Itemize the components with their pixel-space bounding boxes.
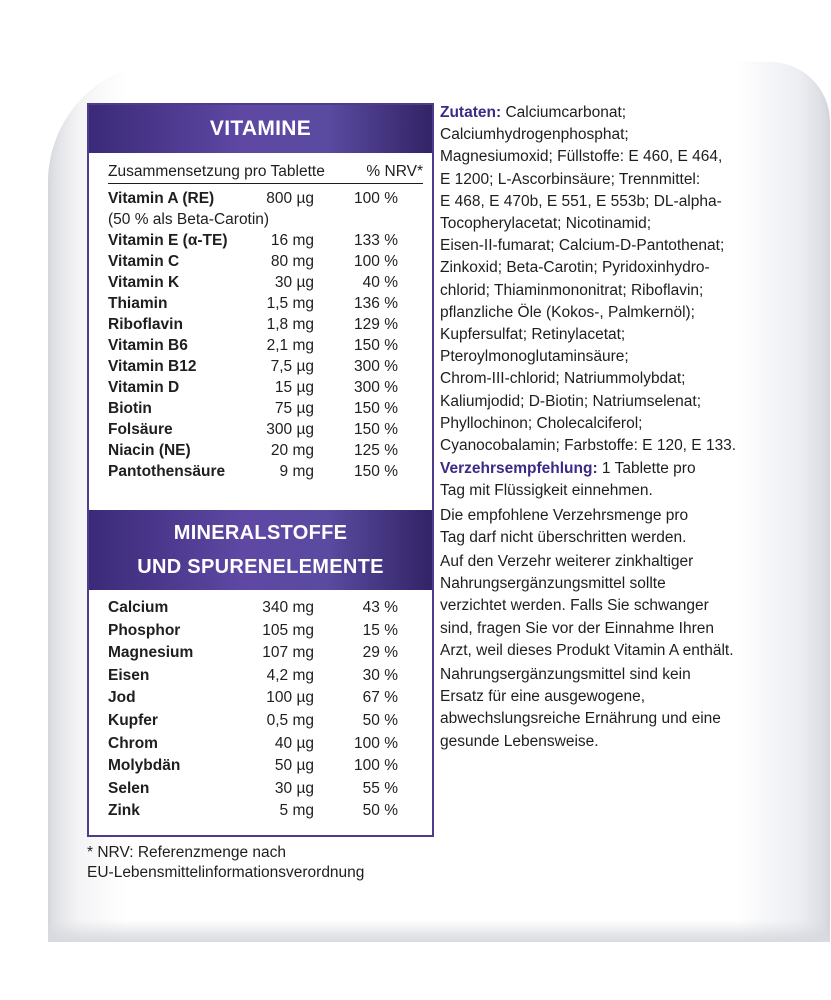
text-fragment: Ersatz für eine ausgewogene, xyxy=(440,688,646,706)
nutrient-nrv: 133 % xyxy=(354,232,398,249)
nutrient-nrv: 129 % xyxy=(354,316,398,333)
text-line xyxy=(440,282,703,300)
nutrient-amount: 30 µg xyxy=(274,779,314,797)
nutrient-name: Vitamin A (RE) xyxy=(108,190,215,207)
nutrient-amount: 9 mg xyxy=(279,463,314,480)
mineral-row xyxy=(108,667,423,688)
nutrient-nrv: 150 % xyxy=(354,463,398,480)
mineral-header-line1: MINERALSTOFFE xyxy=(173,522,348,544)
nutrient-amount: 1,5 mg xyxy=(266,295,314,312)
nutrient-amount: 340 mg xyxy=(262,599,314,616)
text-line xyxy=(440,348,629,366)
text-line xyxy=(440,460,696,478)
nutrient-name: Vitamin K xyxy=(108,274,180,291)
nutrient-amount: 105 mg xyxy=(262,621,314,639)
mineral-row xyxy=(108,735,423,756)
nutrient-amount: 16 mg xyxy=(270,232,314,249)
nutrient-name: Eisen xyxy=(108,666,150,684)
vitamin-row xyxy=(108,463,423,484)
nutrient-nrv: 100 % xyxy=(354,757,398,775)
vitamin-row xyxy=(108,400,423,421)
text-line xyxy=(440,575,666,593)
text-line xyxy=(440,326,625,344)
nutrient-amount: 107 mg xyxy=(262,644,314,662)
mineral-row xyxy=(108,757,423,778)
vitamin-row xyxy=(108,379,423,400)
vitamine-header: VITAMINE xyxy=(89,105,432,153)
text-fragment: Tag mit Flüssigkeit einnehmen. xyxy=(440,482,653,500)
nutrient-name: Vitamin B12 xyxy=(108,358,197,375)
mineral-header-line2: UND SPURENELEMENTE xyxy=(137,556,384,578)
nutrient-name: Jod xyxy=(108,689,136,707)
mineral-header xyxy=(89,510,432,590)
nutrient-name: Niacin (NE) xyxy=(108,442,191,459)
text-line xyxy=(440,710,721,728)
text-fragment: Arzt, weil dieses Produkt Vitamin A enthält. xyxy=(440,641,734,659)
text-line xyxy=(440,104,626,122)
text-line xyxy=(440,482,653,500)
mineral-row xyxy=(108,780,423,801)
vitamin-row xyxy=(108,316,423,337)
nutrient-name: Vitamin E (α-TE) xyxy=(108,232,228,249)
text-line xyxy=(440,597,709,615)
nutrient-nrv: 125 % xyxy=(354,442,398,459)
nutrient-amount: 300 µg xyxy=(266,421,314,438)
nutrient-nrv: 150 % xyxy=(354,400,398,417)
text-line xyxy=(440,620,714,638)
nutrient-nrv: 100 % xyxy=(354,734,398,752)
text-fragment: chlorid; Thiaminmononitrat; Riboflavin; xyxy=(440,281,704,299)
text-line xyxy=(440,415,642,433)
text-line xyxy=(440,126,629,144)
nutrient-name: Magnesium xyxy=(108,644,194,662)
text-line xyxy=(440,148,722,166)
nutrient-amount: 20 mg xyxy=(270,442,314,459)
nutrient-amount: 2,1 mg xyxy=(266,337,314,354)
text-fragment: Pteroylmonoglutaminsäure; xyxy=(440,348,629,366)
text-line xyxy=(440,507,688,525)
vitamin-row xyxy=(108,274,423,295)
nutrient-amount: 100 µg xyxy=(266,689,314,707)
nutrient-amount: 50 µg xyxy=(274,757,314,775)
text-fragment: Chrom-III-chlorid; Natriummolybdat; xyxy=(440,370,686,388)
beta-carotin-note: (50 % als Beta-Carotin) xyxy=(108,211,270,228)
text-fragment: Kaliumjodid; D-Biotin; Natriumselenat; xyxy=(440,392,702,410)
nutrient-nrv: 55 % xyxy=(362,779,398,797)
text-fragment: Phyllochinon; Cholecalciferol; xyxy=(440,414,643,432)
nutrient-nrv: 150 % xyxy=(354,337,398,354)
text-fragment: Nahrungsergänzungsmittel sind kein xyxy=(440,666,691,683)
vitamin-row xyxy=(108,253,423,274)
mineral-row xyxy=(108,599,423,620)
nutrient-name: Zink xyxy=(108,802,140,820)
table-column-header xyxy=(108,163,423,184)
text-line xyxy=(440,215,651,233)
text-fragment: Cyanocobalamin; Farbstoffe: E 120, E 133. xyxy=(440,437,737,454)
text-fragment: gesunde Lebensweise. xyxy=(440,732,599,750)
text-fragment: Tocopherylacetat; Nicotinamid; xyxy=(440,215,652,232)
nutrient-name: Folsäure xyxy=(108,421,173,438)
nutrient-amount: 4,2 mg xyxy=(266,666,314,684)
nutrient-nrv: 30 % xyxy=(362,666,398,684)
nutrient-nrv: 43 % xyxy=(362,599,398,616)
nutrient-nrv: 50 % xyxy=(362,712,398,729)
text-line xyxy=(440,666,691,684)
text-line xyxy=(440,688,645,706)
section-label: Verzehrsempfehlung: xyxy=(440,460,598,478)
text-fragment: Tag darf nicht überschritten werden. xyxy=(440,528,687,546)
nutrient-amount: 800 µg xyxy=(266,190,314,207)
mineral-row xyxy=(108,689,423,710)
nutrient-amount: 40 µg xyxy=(274,734,314,752)
nutrient-name: Selen xyxy=(108,779,150,797)
text-line xyxy=(440,370,685,388)
nrv-footnote xyxy=(87,843,364,883)
nutrient-nrv: 300 % xyxy=(354,358,398,375)
text-fragment: Kupfersulfat; Retinylacetat; xyxy=(440,326,626,343)
text-line xyxy=(440,393,701,411)
nrv-label: % NRV* xyxy=(366,163,423,180)
nutrient-nrv: 67 % xyxy=(362,689,398,707)
nutrient-name: Chrom xyxy=(108,734,158,752)
nutrient-amount: 80 mg xyxy=(270,253,314,270)
nutrient-name: Vitamin C xyxy=(108,253,180,270)
mineral-row xyxy=(108,712,423,733)
text-fragment: E 468, E 470b, E 551, E 553b; DL-alpha- xyxy=(440,192,722,210)
text-fragment: E 1200; L-Ascorbinsäure; Trennmittel: xyxy=(440,170,701,188)
text-fragment: 1 Tablette pro xyxy=(597,460,696,478)
mineral-row xyxy=(108,622,423,643)
text-fragment: Calciumcarbonat; xyxy=(501,104,627,121)
nutrient-name: Molybdän xyxy=(108,757,181,775)
text-fragment: Eisen-II-fumarat; Calcium-D-Pantothenat; xyxy=(440,237,725,255)
nutrient-name: Vitamin B6 xyxy=(108,337,188,354)
nutrient-nrv: 40 % xyxy=(362,274,398,291)
nutrient-nrv: 100 % xyxy=(354,253,398,270)
nutrition-table xyxy=(87,103,434,837)
text-fragment: Auf den Verzehr weiterer zinkhaltiger xyxy=(440,553,694,570)
vitamin-row xyxy=(108,337,423,358)
nutrient-name: Calcium xyxy=(108,599,169,616)
footnote-line: * NRV: Referenzmenge nach xyxy=(87,844,287,861)
vitamin-row xyxy=(108,442,423,463)
text-line xyxy=(440,553,693,571)
text-line xyxy=(440,437,736,455)
text-line xyxy=(440,529,686,547)
nutrient-nrv: 136 % xyxy=(354,295,398,312)
package-bottom-shade xyxy=(48,920,830,942)
nutrient-amount: 0,5 mg xyxy=(266,712,314,729)
text-line xyxy=(440,259,710,277)
nutrient-amount: 1,8 mg xyxy=(266,316,314,333)
text-line xyxy=(440,171,700,189)
text-fragment: Calciumhydrogenphosphat; xyxy=(440,126,629,144)
vitamin-row xyxy=(108,358,423,379)
mineral-row xyxy=(108,644,423,665)
nutrient-name: Pantothensäure xyxy=(108,463,226,480)
text-line xyxy=(440,642,734,660)
nutrient-nrv: 29 % xyxy=(362,644,398,662)
nutrient-name: Kupfer xyxy=(108,712,158,729)
text-fragment: Magnesiumoxid; Füllstoffe: E 460, E 464, xyxy=(440,148,723,166)
section-label: Zutaten: xyxy=(440,104,502,121)
nutrient-nrv: 100 % xyxy=(354,190,398,207)
nutrient-nrv: 300 % xyxy=(354,379,398,396)
footnote-line: EU-Lebensmittelinformationsverordnung xyxy=(87,864,365,881)
text-fragment: verzichtet werden. Falls Sie schwanger xyxy=(440,597,709,615)
mineral-row xyxy=(108,802,423,823)
text-fragment: abwechslungsreiche Ernährung und eine xyxy=(440,710,721,728)
text-line xyxy=(440,193,722,211)
nutrient-nrv: 150 % xyxy=(354,421,398,438)
text-fragment: Die empfohlene Verzehrsmenge pro xyxy=(440,506,689,524)
nutrient-name: Phosphor xyxy=(108,621,181,639)
text-fragment: sind, fragen Sie vor der Einnahme Ihren xyxy=(440,619,714,637)
nutrient-nrv: 15 % xyxy=(362,621,398,639)
nutrient-name: Riboflavin xyxy=(108,316,183,333)
nutrient-name: Thiamin xyxy=(108,295,168,312)
nutrient-name: Vitamin D xyxy=(108,379,180,396)
text-line xyxy=(440,304,695,322)
nutrient-amount: 30 µg xyxy=(274,274,314,291)
vitamin-row xyxy=(108,295,423,316)
text-line xyxy=(440,237,724,255)
nutrient-name: Biotin xyxy=(108,400,152,417)
composition-label: Zusammensetzung pro Tablette xyxy=(108,163,325,180)
text-fragment: Nahrungsergänzungsmittel sollte xyxy=(440,575,666,593)
nutrient-amount: 75 µg xyxy=(274,400,314,417)
vitamin-row xyxy=(108,190,423,211)
vitamin-row xyxy=(108,421,423,442)
nutrient-amount: 15 µg xyxy=(274,379,314,396)
nutrient-amount: 7,5 µg xyxy=(270,358,314,375)
text-line xyxy=(440,733,599,751)
vitamin-row xyxy=(108,232,423,253)
text-fragment: Zinkoxid; Beta-Carotin; Pyridoxinhydro- xyxy=(440,259,710,277)
text-fragment: pflanzliche Öle (Kokos-, Palmkernöl); xyxy=(440,303,695,321)
nutrient-nrv: 50 % xyxy=(362,802,398,820)
nutrient-amount: 5 mg xyxy=(279,802,314,820)
